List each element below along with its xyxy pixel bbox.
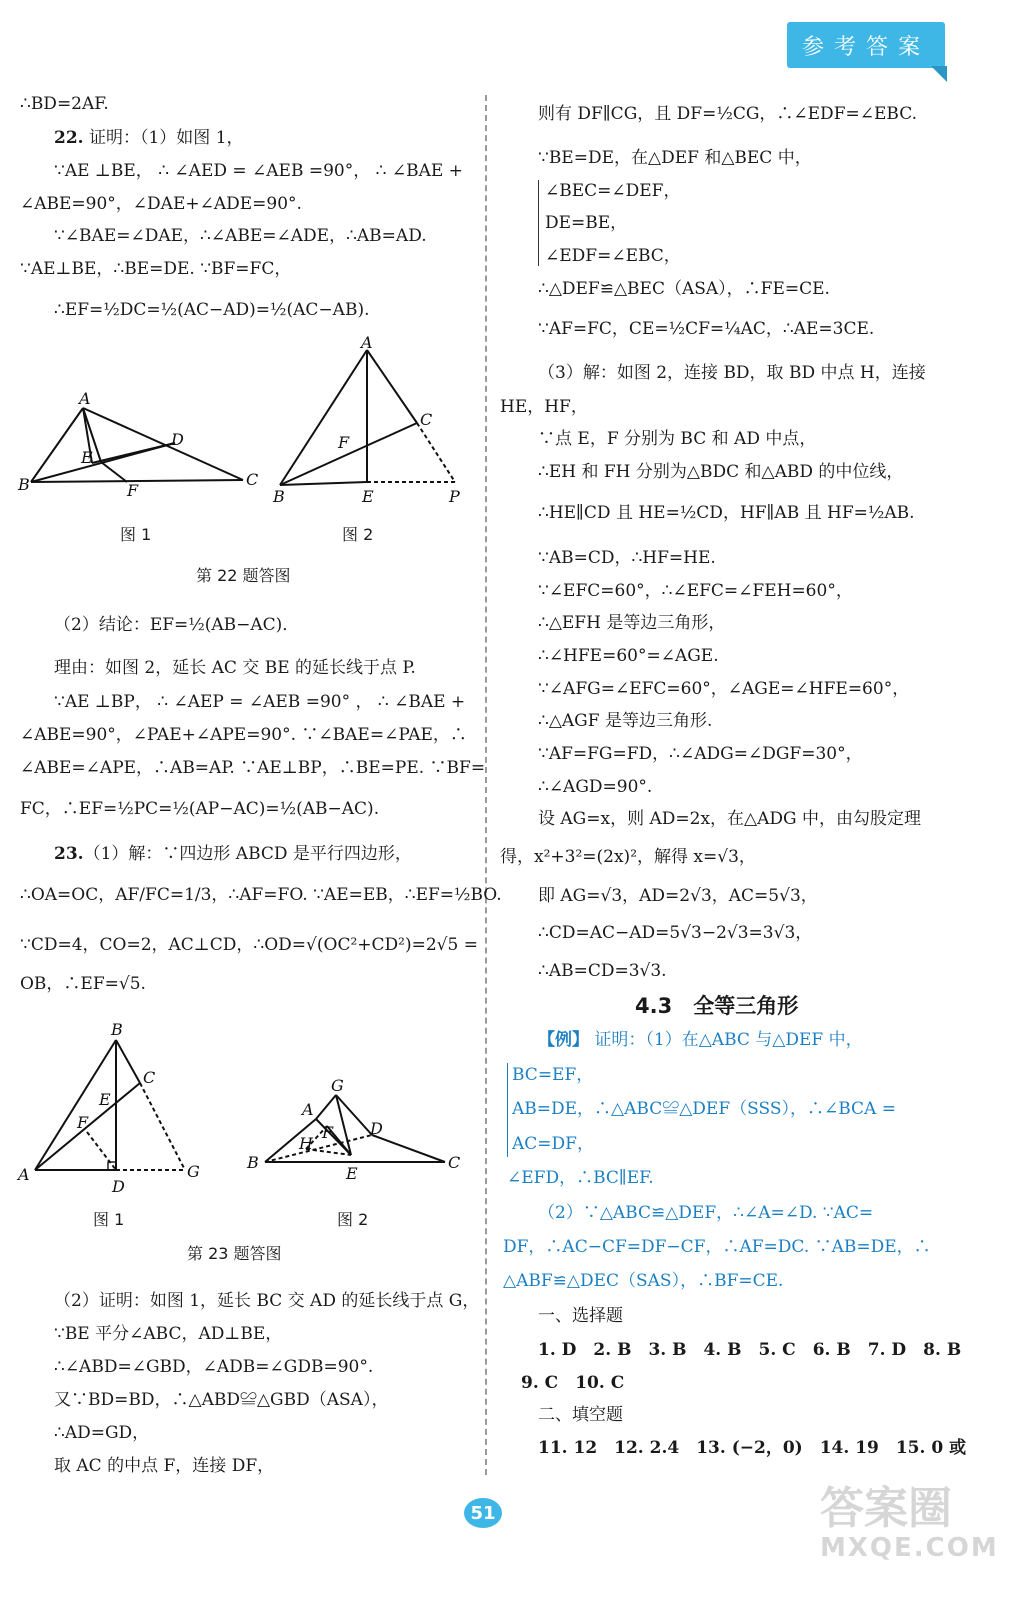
fig23-label-G: G (187, 1162, 200, 1181)
right-line-11: ∴EH 和 FH 分别为△BDC 和△ABD 的中位线， (538, 462, 904, 482)
right-line-18: ∴△AGF 是等边三角形. (538, 711, 713, 731)
left-line-10: ∵AE ⊥BP， ∴ ∠AEP = ∠AEB =90° ， ∴ ∠BAE + (54, 692, 466, 712)
right-line-10: ∵点 E，F 分别为 BC 和 AD 中点， (538, 429, 817, 449)
right-line-23: 即 AG=√3，AD=2√3，AC=5√3， (538, 886, 818, 906)
fig23-2-caption: 图 2 (337, 1210, 369, 1229)
right-line-2: ∵BE=DE，在△DEF 和△BEC 中， (538, 148, 812, 168)
right-line-6: ∴△DEF≌△BEC（ASA），∴FE=CE. (538, 279, 830, 299)
choice-answers-2: 9. C 10. C (521, 1373, 625, 1393)
fig22-label-C: C (246, 470, 259, 489)
right-line-16: ∴∠HFE=60°=∠AGE. (538, 646, 719, 666)
right-line-14: ∵∠EFC=60°，∴∠EFC=∠FEH=60°， (538, 581, 853, 601)
brace-2 (507, 1063, 508, 1157)
watermark: 答案圈 MXQE.COM (820, 1483, 999, 1563)
example-line-2: BC=EF， (512, 1065, 594, 1085)
choice-answers-1: 1. D 2. B 3. B 4. B 5. C 6. B 7. D 8. B (538, 1340, 962, 1360)
left-line-23: 取 AC 的中点 F，连接 DF， (54, 1456, 275, 1476)
right-line-9: HE，HF， (500, 397, 588, 417)
fig23b-label-C: C (448, 1153, 461, 1172)
fig22b-label-B: B (273, 487, 285, 506)
figure-22 (15, 330, 465, 555)
fig22b-label-F: F (338, 433, 350, 452)
fig22-label-F: F (127, 481, 139, 500)
fig22b-label-A: A (361, 333, 373, 352)
fig23b-label-E: E (346, 1164, 358, 1183)
fill-heading: 二、填空题 (538, 1405, 623, 1425)
fig22b-label-E: E (362, 487, 374, 506)
left-line-22: ∴AD=GD， (54, 1423, 150, 1443)
fill-answers: 11. 12 12. 2.4 13. (−2，0) 14. 19 15. 0 或 (538, 1438, 967, 1458)
fig23b-label-F: F (322, 1123, 334, 1142)
right-line-5: ∠EDF=∠EBC， (545, 246, 681, 266)
fig22-title: 第 22 题答图 (196, 566, 291, 585)
left-line-16: ∵CD=4，CO=2，AC⊥CD，∴OD=√(OC²+CD²)=2√5 = (20, 935, 478, 955)
fig23b-label-H: H (299, 1134, 313, 1153)
right-line-12: ∴HE∥CD 且 HE=½CD，HF∥AB 且 HF=½AB. (538, 503, 915, 523)
figure-23 (15, 1015, 470, 1205)
fig22-label-A: A (79, 389, 91, 408)
fig22-label-D: D (171, 430, 184, 449)
left-line-5: ∵∠BAE=∠DAE，∴∠ABE=∠ADE，∴AB=AD. (54, 226, 427, 246)
brace-1 (538, 180, 539, 266)
figure-22-1 (31, 408, 243, 482)
left-line-2: 22. 证明：（1）如图 1， (54, 128, 244, 148)
fig22-2-caption: 图 2 (342, 525, 374, 544)
right-line-15: ∴△EFH 是等边三角形， (538, 613, 726, 633)
fig23-title: 第 23 题答图 (187, 1244, 282, 1263)
fig22-label-E: E (81, 448, 93, 467)
left-line-14: 23.（1）解：∵四边形 ABCD 是平行四边形， (54, 844, 412, 864)
fig23b-label-D: D (370, 1119, 383, 1138)
left-line-6: ∵AE⊥BE，∴BE=DE. ∵BF=FC， (20, 259, 292, 279)
right-line-13: ∵AB=CD，∴HF=HE. (538, 548, 716, 568)
example-line-5: ∠EFD，∴BC∥EF. (507, 1168, 654, 1188)
right-line-17: ∵∠AFG=∠EFC=60°，∠AGE=∠HFE=60°， (538, 679, 910, 699)
left-line-15: ∴OA=OC，AF/FC=1/3，∴AF=FO. ∵AE=EB，∴EF=½BO. (20, 885, 502, 905)
right-line-24: ∴CD=AC−AD=5√3−2√3=3√3， (538, 923, 813, 943)
fig23b-label-G: G (331, 1076, 344, 1095)
right-line-22: 得，x²+3²=(2x)²，解得 x=√3， (500, 847, 756, 867)
left-line-12: ∠ABE=∠APE，∴AB=AP. ∵AE⊥BP，∴BE=PE. ∵BF= (20, 758, 486, 778)
right-line-1: 则有 DF∥CG，且 DF=½CG，∴∠EDF=∠EBC. (538, 104, 917, 124)
left-line-21: 又∵BD=BD，∴△ABD≌△GBD（ASA）， (54, 1390, 389, 1410)
left-line-4: ∠ABE=90°，∠DAE+∠ADE=90°. (20, 194, 302, 214)
right-line-20: ∴∠AGD=90°. (538, 777, 653, 797)
example-line-4: AC=DF， (512, 1134, 594, 1154)
fig23-1-caption: 图 1 (93, 1210, 125, 1229)
left-line-11: ∠ABE=90°，∠PAE+∠APE=90°. ∵∠BAE=∠PAE，∴ (20, 725, 467, 745)
fig23-label-E: E (99, 1090, 111, 1109)
example-line-6: （2）∵△ABC≌△DEF，∴∠A=∠D. ∵AC= (538, 1203, 874, 1223)
fig23-label-B: B (111, 1020, 123, 1039)
page-number: 51 (464, 1498, 502, 1528)
fig22-1-caption: 图 1 (120, 525, 152, 544)
fig23b-label-B: B (247, 1153, 259, 1172)
fig23b-label-A: A (302, 1100, 314, 1119)
choice-heading: 一、选择题 (538, 1306, 623, 1326)
section-title: 4.3 全等三角形 (635, 994, 799, 1018)
column-divider (485, 95, 487, 1475)
fig22b-label-P: P (449, 487, 460, 506)
fig22b-label-C: C (420, 410, 433, 429)
right-line-8: （3）解：如图 2，连接 BD，取 BD 中点 H，连接 (538, 363, 926, 383)
left-line-3: ∵AE ⊥BE， ∴ ∠AED = ∠AEB =90°， ∴ ∠BAE + (54, 161, 463, 181)
right-line-19: ∵AF=FG=FD，∴∠ADG=∠DGF=30°， (538, 744, 863, 764)
fig23-label-C: C (143, 1068, 156, 1087)
figure-23-2 (265, 1095, 445, 1162)
left-line-17: OB，∴EF=√5. (20, 974, 146, 994)
fig22-label-B: B (18, 475, 30, 494)
left-line-7: ∴EF=½DC=½(AC−AD)=½(AC−AB). (54, 300, 370, 320)
fig23-label-A: A (18, 1165, 30, 1184)
fig23-label-D: D (112, 1177, 125, 1196)
right-line-4: DE=BE， (545, 213, 628, 233)
left-line-18: （2）证明：如图 1，延长 BC 交 AD 的延长线于点 G， (54, 1291, 480, 1311)
example-line-8: △ABF≌△DEC（SAS），∴BF=CE. (503, 1271, 784, 1291)
answer-section-tab: 参考答案 (787, 22, 945, 68)
left-line-13: FC，∴EF=½PC=½(AP−AC)=½(AB−AC). (20, 799, 380, 819)
left-line-8: （2）结论：EF=½(AB−AC)． (54, 615, 300, 635)
example-line-3: AB=DE，∴△ABC≌△DEF（SSS），∴∠BCA = (512, 1099, 896, 1119)
left-line-1: ∴BD=2AF. (20, 94, 109, 114)
fig23-label-F: F (77, 1113, 89, 1132)
example-line-1: 【例】 证明：（1）在△ABC 与△DEF 中， (538, 1030, 863, 1050)
right-line-21: 设 AG=x，则 AD=2x，在△ADG 中，由勾股定理 (538, 809, 922, 829)
left-line-19: ∵BE 平分∠ABC，AD⊥BE， (54, 1324, 283, 1344)
left-line-20: ∴∠ABD=∠GBD，∠ADB=∠GDB=90°. (54, 1357, 374, 1377)
right-line-25: ∴AB=CD=3√3. (538, 961, 667, 981)
right-line-3: ∠BEC=∠DEF， (545, 181, 681, 201)
example-line-7: DF，∴AC−CF=DF−CF，∴AF=DC. ∵AB=DE，∴ (503, 1237, 931, 1257)
right-line-7: ∵AF=FC，CE=½CF=¼AC，∴AE=3CE. (538, 319, 875, 339)
left-line-9: 理由：如图 2，延长 AC 交 BE 的延长线于点 P. (54, 658, 416, 678)
